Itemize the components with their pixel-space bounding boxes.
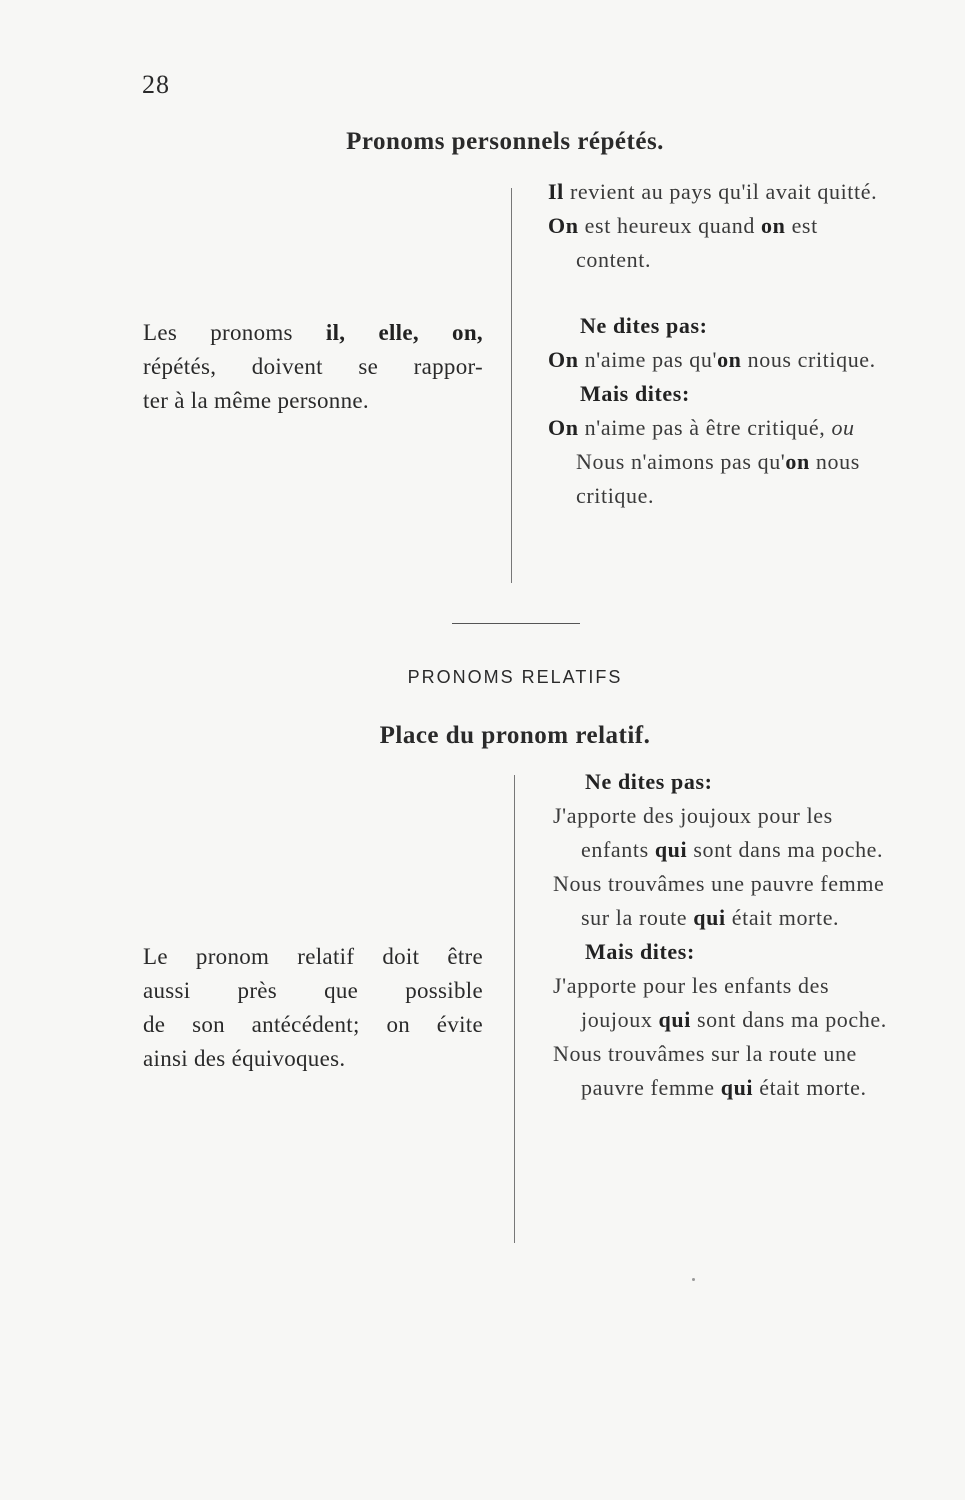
- rule-line: ainsi des équivoques.: [143, 1046, 346, 1071]
- right-example-1: On n'aime pas à être critiqué, ou Nous n'aimons pas qu'on nous critique.: [548, 415, 860, 508]
- rule-line: Les pronoms il, elle, on,: [143, 320, 483, 345]
- section-title-pronoms-personnels: Pronoms personnels répétés.: [346, 128, 664, 155]
- mais-dites-label: Mais dites:: [580, 381, 690, 406]
- rule-line: Le pronom relatif doit être: [143, 944, 483, 969]
- section-separator-rule: [452, 623, 580, 624]
- section-heading-pronoms-relatifs: PRONOMS RELATIFS: [407, 667, 623, 687]
- paper-speck: [692, 1278, 695, 1281]
- section-title-place-du-pronom: Place du pronom relatif.: [379, 722, 651, 749]
- vertical-divider-1: [511, 188, 512, 583]
- example-2: On est heureux quand on est content.: [548, 213, 818, 272]
- ne-dites-pas-label: Ne dites pas:: [580, 313, 708, 338]
- wrong-example-1: On n'aime pas qu'on nous critique.: [548, 347, 876, 372]
- right-example-1: J'apporte pour les enfants des joujoux qui sont dans ma poche.: [553, 973, 887, 1032]
- wrong-example-2: Nous trouvâmes une pauvre femme sur la route qui était morte.: [553, 871, 885, 930]
- mais-dites-label: Mais dites:: [585, 939, 695, 964]
- rule-line: répétés, doivent se rappor-: [143, 354, 483, 379]
- rule-text-pronom-relatif: [143, 940, 483, 1076]
- rule-line: ter à la même personne.: [143, 388, 369, 413]
- rule-line: de son antécédent; on évite: [143, 1012, 483, 1037]
- examples-pronoms-personnels: [548, 175, 888, 513]
- vertical-divider-2: [514, 775, 515, 1243]
- page-number: 28: [142, 70, 170, 99]
- rule-text-pronoms-personnels: [143, 316, 483, 418]
- right-example-2: Nous trouvâmes sur la route une pauvre femme qui était morte.: [553, 1041, 867, 1100]
- examples-pronom-relatif: [553, 765, 893, 1105]
- example-1: Il revient au pays qu'il avait quitté.: [548, 179, 878, 204]
- rule-line: aussi près que possible: [143, 978, 483, 1003]
- ne-dites-pas-label: Ne dites pas:: [585, 769, 713, 794]
- wrong-example-1: J'apporte des joujoux pour les enfants qui sont dans ma poche.: [553, 803, 884, 862]
